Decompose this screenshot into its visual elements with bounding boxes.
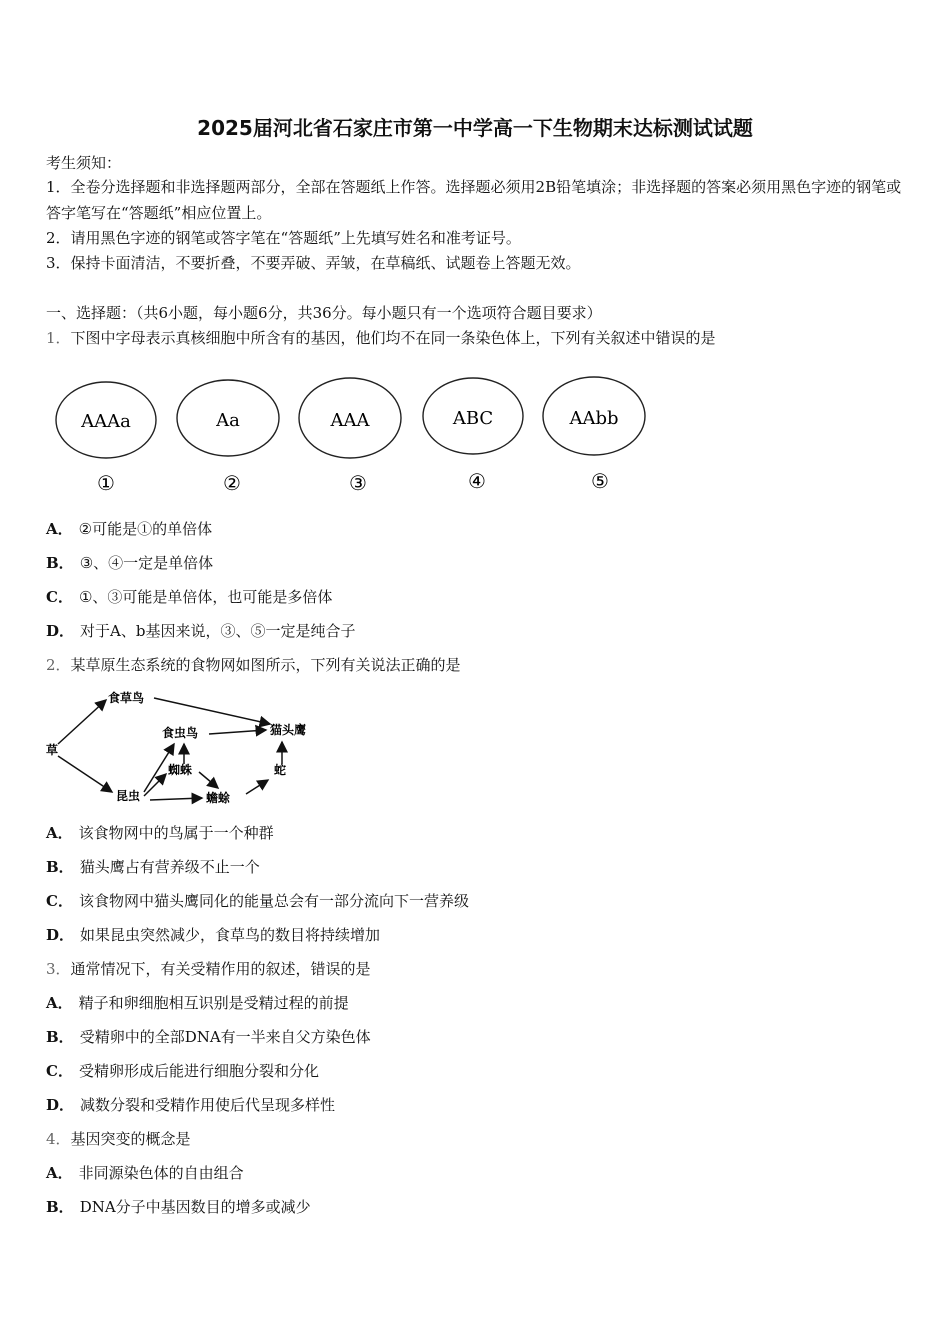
q2-option-b: B． 猫头鹰占有营养级不止一个 [46,858,260,876]
cell-genes: AAA [330,410,370,431]
cell-diagram [40,372,660,502]
question-1 [46,327,716,348]
cell-1 [56,382,156,495]
cell-5 [543,377,645,493]
node-grass: 草 [46,743,59,757]
cell-genes: ABC [452,408,494,429]
question-number: 1． [46,329,71,347]
node-owl: 猫头鹰 [270,723,307,737]
cell-label: ⑤ [591,469,609,493]
node-seed-bird: 食草鸟 [108,691,145,705]
cell-label: ② [223,471,241,495]
cell-genes: Aa [216,410,240,431]
notice-item-3: 3．保持卡面清洁，不要折叠，不要弄破、弄皱，在草稿纸、试题卷上答题无效。 [46,254,581,272]
question-number: 3． [46,960,71,978]
node-toad: 蟾蜍 [206,791,231,805]
notice-item-1: 1．全卷分选择题和非选择题两部分，全部在答题纸上作答。选择题必须用2B铅笔填涂；非选择题的答案必须用黑色字迹的钢笔或答字笔写在“答题纸”相应位置上。 [46,178,902,222]
food-web-diagram [44,682,334,812]
cell-3 [299,378,401,495]
q1-option-b: B． ③、④一定是单倍体 [46,554,214,572]
page-title: 2025届河北省石家庄市第一中学高一下生物期末达标测试试题 [197,116,753,140]
question-stem: 基因突变的概念是 [70,1130,191,1148]
node-spider: 蜘蛛 [168,763,193,777]
q3-option-c: C． 受精卵形成后能进行细胞分裂和分化 [46,1062,319,1080]
q4-option-b: B． DNA分子中基因数目的增多或减少 [46,1198,311,1216]
cell-label: ④ [468,469,486,493]
cell-2 [177,380,279,495]
question-2 [46,654,461,675]
q1-option-a: A． ②可能是①的单倍体 [46,520,213,538]
q1-option-d: D． 对于A、b基因来说，③、⑤一定是纯合子 [46,622,356,640]
cell-label: ① [97,471,115,495]
cell-4 [423,378,523,493]
question-stem: 通常情况下，有关受精作用的叙述，错误的是 [70,960,371,978]
question-number: 2． [46,656,71,674]
q2-option-d: D． 如果昆虫突然减少，食草鸟的数目将持续增加 [46,926,381,944]
section-heading: 一、选择题：（共6小题，每小题6分，共36分。每小题只有一个选项符合题目要求） [46,304,602,322]
q4-option-a: A． 非同源染色体的自由组合 [46,1164,244,1182]
question-4 [46,1128,191,1149]
node-snake: 蛇 [274,763,287,777]
question-stem: 某草原生态系统的食物网如图所示，下列有关说法正确的是 [70,656,461,674]
q3-option-d: D． 减数分裂和受精作用使后代呈现多样性 [46,1096,336,1114]
question-stem: 下图中字母表示真核细胞中所含有的基因，他们均不在同一条染色体上，下列有关叙述中错误的是 [70,329,716,347]
q1-option-c: C． ①、③可能是单倍体，也可能是多倍体 [46,588,333,606]
cell-label: ③ [349,471,367,495]
q2-option-a: A． 该食物网中的鸟属于一个种群 [46,824,274,842]
question-3 [46,958,371,979]
q3-option-a: A． 精子和卵细胞相互识别是受精过程的前提 [46,994,349,1012]
notice-heading: 考生须知： [46,154,122,172]
question-number: 4． [46,1130,71,1148]
q3-option-b: B． 受精卵中的全部DNA有一半来自父方染色体 [46,1028,371,1046]
node-insect-bird: 食虫鸟 [162,726,199,740]
notice-item-2: 2．请用黑色字迹的钢笔或答字笔在“答题纸”上先填写姓名和准考证号。 [46,229,521,247]
q2-option-c: C． 该食物网中猫头鹰同化的能量总会有一部分流向下一营养级 [46,892,469,910]
cell-genes: AAAa [81,411,131,432]
node-insect: 昆虫 [116,789,141,803]
cell-genes: AAbb [569,408,619,429]
